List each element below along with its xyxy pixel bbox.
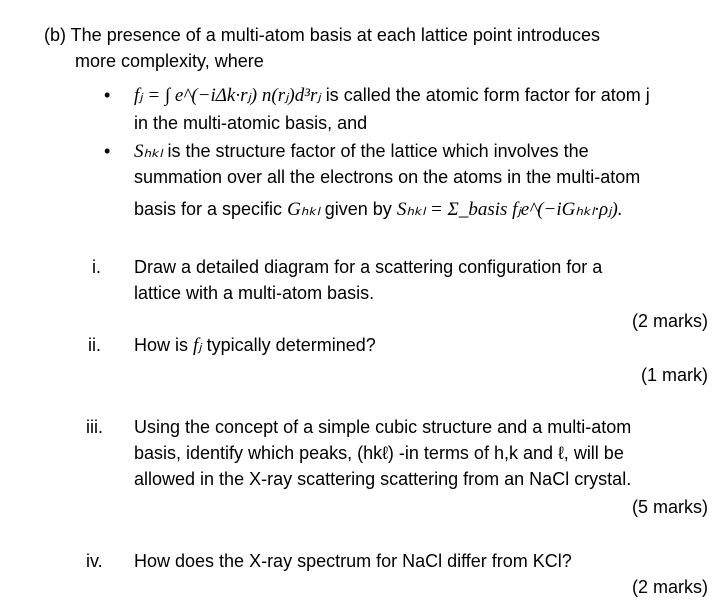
structure-factor-equation: Sₕₖₗ = Σ_basis fⱼe^(−iGₕₖₗ·ρⱼ). [396, 199, 623, 220]
bullet-2-text: is the structure factor of the lattice which involves the [167, 141, 589, 161]
bullet-2-line-1 [134, 138, 589, 165]
question-iii-line-3: allowed in the X-ray scattering scattering from an NaCl crystal. [134, 469, 632, 489]
bullet-dot: • [104, 85, 111, 105]
marks-label: (5 marks) [632, 497, 708, 517]
question-ii-text-pre: How is [134, 335, 189, 355]
bullet-2-line-3 [134, 196, 623, 223]
bullet-1-line-2: in the multi-atomic basis, and [134, 113, 368, 133]
bullet-2-text-pre: basis for a specific [134, 199, 283, 219]
question-number: i. [92, 257, 101, 277]
question-number: iv. [86, 551, 103, 571]
bullet-dot: • [104, 141, 111, 161]
question-i-line-2: lattice with a multi-atom basis. [134, 283, 375, 303]
bullet-2-line-2: summation over all the electrons on the atoms in the multi-atom [134, 167, 641, 187]
reciprocal-vector-symbol: Gₕₖₗ [287, 199, 320, 220]
question-ii-line-1 [134, 332, 376, 359]
intro-line-1: (b) The presence of a multi-atom basis at each lattice point introduces [44, 25, 600, 45]
question-iii-line-1: Using the concept of a simple cubic structure and a multi-atom [134, 417, 632, 437]
intro-line-2: more complexity, where [75, 51, 264, 71]
question-ii-text-post: typically determined? [206, 335, 376, 355]
question-number: iii. [86, 417, 103, 437]
question-number: ii. [88, 335, 101, 355]
form-factor-equation: fⱼ = ∫ e^(−iΔk·rⱼ) n(rⱼ)d³rⱼ [134, 85, 321, 106]
form-factor-symbol: fⱼ [193, 335, 202, 356]
question-iv-line-1: How does the X-ray spectrum for NaCl differ from KCl? [134, 551, 572, 571]
bullet-1-line-1 [134, 82, 650, 109]
structure-factor-symbol: Sₕₖₗ [134, 141, 163, 162]
bullet-1-text: is called the atomic form factor for atom j [325, 85, 650, 105]
bullet-2-text-mid: given by [324, 199, 392, 219]
marks-label: (1 mark) [641, 365, 708, 385]
marks-label: (2 marks) [632, 311, 708, 331]
question-i-line-1: Draw a detailed diagram for a scattering configuration for a [134, 257, 603, 277]
marks-label: (2 marks) [632, 577, 708, 597]
question-iii-line-2: basis, identify which peaks, (hkℓ) -in terms of h,k and ℓ, will be [134, 443, 624, 463]
